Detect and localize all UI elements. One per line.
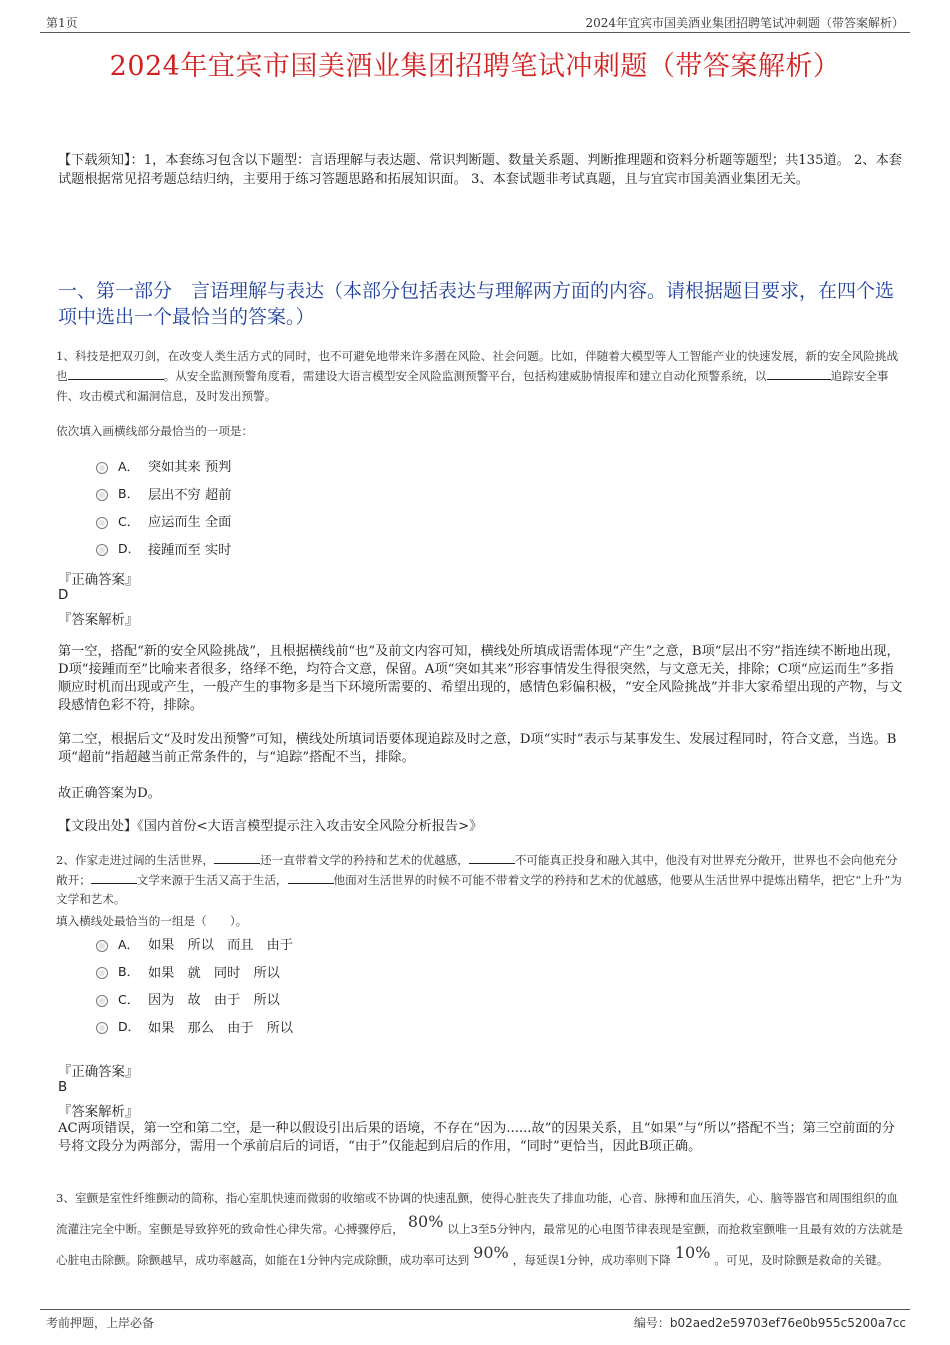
- option-letter: A．: [118, 936, 140, 952]
- q2-option-a[interactable]: [96, 930, 293, 958]
- q2-prompt: 填入横线处最恰当的一组是（ ）。: [56, 914, 248, 928]
- q1-conclusion: 故正确答案为D。: [58, 786, 161, 801]
- q2-part-3: 不可能真正投身和融入其中，他没有对世界充分敞开，世界也不会向他充分敞开；: [56, 853, 898, 887]
- q3-part-1: 3、室颤是室性纤维颤动的简称，指心室肌快速而微弱的收缩或不协调的快速乱颤，使得心脏丧失了排血功能，心音、脉搏和血压消失，心、脑等器官和周围组织的血流灌注完全中断。室颤是导致猝死的致命性心律失常。心搏骤停后，: [56, 1191, 899, 1236]
- q2-options: [96, 930, 293, 1040]
- q2-answer: B: [58, 1080, 68, 1095]
- option-text: 接踵而至 实时: [148, 542, 232, 558]
- q2-option-d[interactable]: [96, 1013, 293, 1041]
- q1-blank-1: [68, 367, 164, 380]
- q2-blank-1: [214, 851, 260, 864]
- page-number: 第1页: [46, 16, 78, 30]
- q1-blank-2: [767, 367, 831, 380]
- q1-answer: D: [58, 588, 69, 603]
- option-letter: B．: [118, 486, 140, 502]
- option-letter: D．: [118, 1019, 141, 1035]
- footer-slogan: 考前押题，上岸必备: [46, 1316, 155, 1330]
- q2-part-1: 2、作家走进过阔的生活世界，: [56, 853, 215, 867]
- q2-option-b[interactable]: [96, 958, 293, 986]
- q1-answer-label: 『正确答案』: [58, 573, 139, 588]
- question-2-text: [56, 851, 904, 910]
- radio-icon[interactable]: [96, 489, 108, 501]
- question-1-text: [56, 346, 904, 406]
- q1-analysis-1: 第一空，搭配“新的安全风险挑战”，且根据横线前“也”及前文内容可知，横线处所填成语需体现“产生”之意，B项“层出不穷”指连续不断地出现，D项“接踵而至”比喻来者很多，络绎不绝，均符合文意，保留。A项“突如其来”形容事情发生得很突然，与文意无关，排除；C项“应运而生”多指顺应时机而出现或产生，一般产生的事物多是当下环境所需要的、希望出现的，感情色彩偏积极，“安全风险挑战”并非大家希望出现的产物，与文段感情色彩不符，排除。: [58, 644, 903, 713]
- option-letter: D．: [118, 541, 141, 557]
- option-text: 突如其来 预判: [148, 460, 232, 476]
- q2-answer-label: 『正确答案』: [58, 1065, 139, 1080]
- q3-value-1: 80%: [407, 1212, 444, 1231]
- q1-option-d[interactable]: [96, 535, 231, 563]
- footer-code: [634, 1314, 906, 1331]
- header-divider: [40, 32, 910, 33]
- option-letter: A．: [118, 458, 140, 474]
- q3-part-4: 。可见，及时除颤是救命的关键。: [714, 1253, 889, 1267]
- radio-icon[interactable]: [96, 462, 108, 474]
- option-text: 因为 故 由于 所以: [148, 993, 280, 1009]
- radio-icon[interactable]: [96, 967, 108, 979]
- q1-option-b[interactable]: [96, 480, 231, 508]
- option-text: 如果 所以 而且 由于: [148, 938, 294, 954]
- option-letter: C．: [118, 991, 140, 1007]
- radio-icon[interactable]: [96, 517, 108, 529]
- q1-analysis-label: 『答案解析』: [58, 613, 139, 628]
- footer-code-label: 编号：: [633, 1316, 670, 1330]
- q2-analysis: AC两项错误，第一空和第二空，是一种以假设引出后果的语境，不存在“因为......故”的因果关系，且“如果”与“所以”搭配不当；第三空前面的分号将文段分为两部分，需用一个承前启后的词语，“由于”仅能起到启后的作用，“同时”更恰当，因此B项正确。: [58, 1121, 895, 1154]
- radio-icon[interactable]: [96, 995, 108, 1007]
- q1-part-2: 。从安全监测预警角度看，需建设大语言模型安全风险监测预警平台，包括构建威胁情报库和建立自动化预警系统，以: [163, 369, 767, 383]
- q2-option-c[interactable]: [96, 985, 293, 1013]
- q2-part-4: 文学来源于生活又高于生活，: [136, 872, 288, 887]
- q2-part-2: 还一直带着文学的矜持和艺术的优越感，: [260, 853, 469, 867]
- option-letter: B．: [118, 964, 140, 980]
- q1-options: [96, 452, 231, 562]
- page-title: 2024年宜宾市国美酒业集团招聘笔试冲刺题（带答案解析）: [109, 51, 841, 82]
- option-text: 如果 那么 由于 所以: [148, 1020, 294, 1036]
- q3-part-2: 以上3至5分钟内，最常见的心电图节律表现是室颤，而抢救室颤唯一且最有效的方法就是心脏电击除颤。除颤越早，成功率越高，如能在1分钟内完成除颤，成功率可达到: [56, 1222, 903, 1267]
- radio-icon[interactable]: [96, 940, 108, 952]
- footer-code-value: b02aed2e59703ef76e0b955c5200a7cc: [669, 1316, 906, 1330]
- q1-part-1: 1、科技是把双刃剑，在改变人类生活方式的同时，也不可避免地带来许多潜在风险、社会问题。比如，伴随着大模型等人工智能产业的快速发展，新的安全风险挑战也: [56, 349, 899, 383]
- q1-option-a[interactable]: [96, 452, 231, 480]
- q1-option-c[interactable]: [96, 507, 231, 535]
- section-heading: 一、第一部分 言语理解与表达（本部分包括表达与理解两方面的内容。请根据题目要求，在四个选项中选出一个最恰当的答案。）: [58, 280, 895, 328]
- option-text: 应运而生 全面: [148, 515, 232, 531]
- q3-part-3: ，每延误1分钟，成功率则下降: [512, 1253, 671, 1267]
- q2-part-5: 他面对生活世界的时候不可能不带着文学的矜持和艺术的优越感，他要从生活世界中提炼出精华，把它“上升”为文学和艺术。: [56, 872, 902, 906]
- q2-analysis-label: 『答案解析』: [58, 1105, 139, 1120]
- q1-analysis-2: 第二空，根据后文“及时发出预警”可知，横线处所填词语要体现追踪及时之意，D项“实时”表示与某事发生、发展过程同时，符合文意，当选。B项“超前”指超越当前正常条件的，与“追踪”搭配不当，排除。: [58, 732, 897, 765]
- footer-divider: [40, 1309, 910, 1310]
- q1-source: 【文段出处】《国内首份<大语言模型提示注入攻击安全风险分析报告>》: [58, 819, 483, 834]
- header-doc-title: 2024年宜宾市国美酒业集团招聘笔试冲刺题（带答案解析）: [585, 16, 904, 30]
- option-text: 如果 就 同时 所以: [148, 965, 280, 981]
- q3-value-2: 90%: [473, 1243, 509, 1262]
- q2-blank-4: [288, 871, 334, 884]
- q2-blank-3: [91, 871, 137, 884]
- radio-icon[interactable]: [96, 544, 108, 556]
- q2-blank-2: [469, 851, 515, 864]
- question-3-text: [56, 1184, 904, 1275]
- q3-value-3: 10%: [674, 1243, 711, 1262]
- radio-icon[interactable]: [96, 1022, 108, 1034]
- option-letter: C．: [118, 513, 140, 529]
- q1-part-3: 追踪安全事件、攻击模式和漏洞信息，及时发出预警。: [56, 369, 889, 403]
- q1-prompt: 依次填入画横线部分最恰当的一项是：: [56, 424, 254, 438]
- download-notice: 【下载须知】：1，本套练习包含以下题型：言语理解与表达题、常识判断题、数量关系题、判断推理题和资料分析题等题型；共135道。 2、本套试题根据常见招考题总结归纳，主要用于练习答题思路和拓展知识面。 3、本套试题非考试真题，且与宜宾市国美酒业集团无关。: [58, 153, 902, 187]
- option-text: 层出不穷 超前: [148, 487, 232, 503]
